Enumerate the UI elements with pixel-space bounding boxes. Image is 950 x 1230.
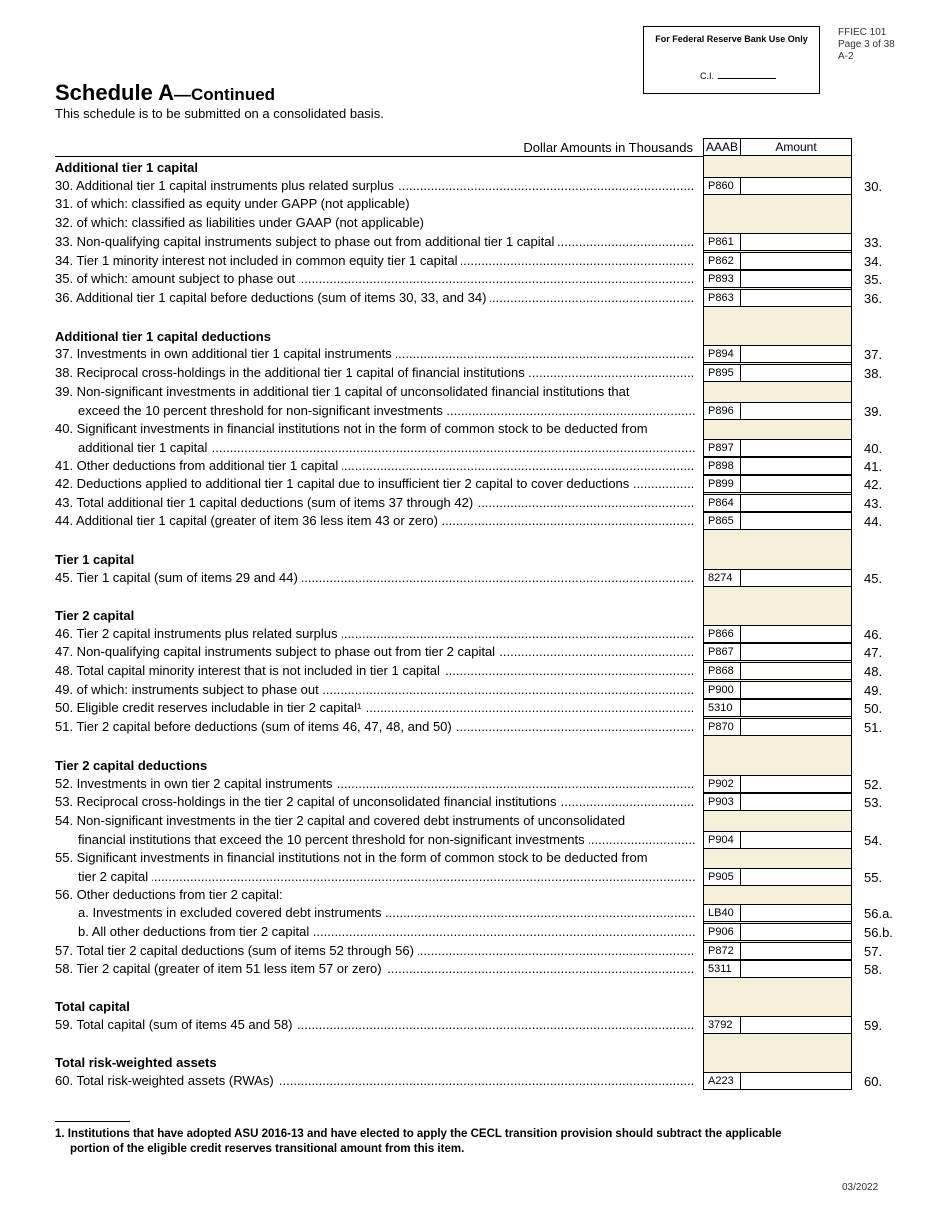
amount-entry-cell[interactable] (703, 289, 852, 307)
item-number: 47. (864, 645, 883, 660)
item-number: 42. (864, 477, 883, 492)
item-number: 56.a. (864, 906, 893, 921)
mdrm-code: P865 (704, 513, 741, 529)
mdrm-code: LB40 (704, 905, 741, 921)
mdrm-code: P905 (704, 869, 741, 885)
amount-entry-cell[interactable] (703, 402, 852, 420)
amount-input[interactable] (742, 869, 851, 885)
item-number: 40. (864, 441, 883, 456)
footnote-rule (55, 1121, 130, 1122)
amount-input[interactable] (742, 644, 851, 660)
code-column-header: AAAB (703, 138, 741, 156)
section-heading: Tier 2 capital (55, 608, 135, 623)
amount-entry-cell[interactable] (703, 960, 852, 978)
amount-entry-cell[interactable] (703, 494, 852, 512)
amount-entry-cell[interactable] (703, 512, 852, 530)
amount-input[interactable] (742, 943, 851, 959)
line-item-label: 38. Reciprocal cross-holdings in the additional tier 1 capital of financial institutions ..... (55, 364, 695, 382)
section-heading: Total risk-weighted assets (55, 1055, 217, 1070)
line-item-label: 54. Non-significant investments in the tier 2 capital and covered debt instruments of unconsolidated (55, 813, 626, 828)
item-number: 59. (864, 1018, 883, 1033)
item-number: 49. (864, 683, 883, 698)
mdrm-code: P899 (704, 476, 741, 492)
line-item-label-continued: additional tier 1 capital ..... (78, 439, 695, 457)
mdrm-code: P867 (704, 644, 741, 660)
amount-input[interactable] (742, 924, 851, 940)
line-item-label: 33. Non-qualifying capital instruments subject to phase out from additional tier 1 capital ..... (55, 233, 695, 251)
mdrm-code: P895 (704, 365, 741, 381)
line-item-label: 41. Other deductions from additional tier 1 capital ..... (55, 457, 695, 475)
page-subtitle: This schedule is to be submitted on a consolidated basis. (55, 106, 384, 121)
amount-entry-cell[interactable] (703, 718, 852, 736)
section-heading: Additional tier 1 capital deductions (55, 329, 271, 344)
amount-input[interactable] (742, 570, 851, 586)
line-item-label: 43. Total additional tier 1 capital deductions (sum of items 37 through 42) ..... (55, 494, 695, 512)
amount-entry-cell[interactable] (703, 569, 852, 587)
amount-entry-cell[interactable] (703, 439, 852, 457)
amount-input[interactable] (742, 905, 851, 921)
line-item-label: b. All other deductions from tier 2 capital ..... (78, 923, 695, 941)
line-item-label: 57. Total tier 2 capital deductions (sum of items 52 through 56) ..... (55, 942, 695, 960)
amount-input[interactable] (742, 626, 851, 642)
line-item-label: 55. Significant investments in financial institutions not in the form of common stock to be deducted from (55, 850, 648, 865)
mdrm-code: P866 (704, 626, 741, 642)
item-number: 44. (864, 514, 883, 529)
amount-entry-cell[interactable] (703, 923, 852, 941)
section-heading: Tier 2 capital deductions (55, 758, 208, 773)
item-number: 58. (864, 962, 883, 977)
units-label: Dollar Amounts in Thousands (523, 140, 693, 155)
item-number: 33. (864, 235, 883, 250)
item-number: 38. (864, 366, 883, 381)
amount-entry-cell[interactable] (703, 904, 852, 922)
item-number: 37. (864, 347, 883, 362)
amount-entry-cell[interactable] (703, 345, 852, 363)
line-item-label-continued: financial institutions that exceed the 10 percent threshold for non-significant investments ..... (78, 831, 695, 849)
amount-entry-cell[interactable] (703, 831, 852, 849)
line-item-label: 53. Reciprocal cross-holdings in the tier 2 capital of unconsolidated financial institutions ..... (55, 793, 695, 811)
amount-input[interactable] (742, 513, 851, 529)
line-item-label: 34. Tier 1 minority interest not included in common equity tier 1 capital ..... (55, 252, 695, 270)
amount-entry-cell[interactable] (703, 1016, 852, 1034)
amount-input[interactable] (742, 234, 851, 250)
item-number: 43. (864, 496, 883, 511)
line-item-label: 36. Additional tier 1 capital before deductions (sum of items 30, 33, and 34) ..... (55, 289, 695, 307)
mdrm-code: A223 (704, 1073, 741, 1089)
amount-input[interactable] (742, 776, 851, 792)
amount-input[interactable] (742, 794, 851, 810)
amount-input[interactable] (742, 961, 851, 977)
amount-entry-cell[interactable] (703, 699, 852, 717)
amount-entry-cell[interactable] (703, 868, 852, 886)
mdrm-code: 3792 (704, 1017, 741, 1033)
line-item-label: 40. Significant investments in financial institutions not in the form of common stock to be deducted from (55, 421, 648, 436)
line-item-label: 39. Non-significant investments in additional tier 1 capital of unconsolidated financial institutions that (55, 384, 630, 399)
mdrm-code: P898 (704, 458, 741, 474)
amount-input[interactable] (742, 682, 851, 698)
mdrm-code: P906 (704, 924, 741, 940)
line-item-label: 44. Additional tier 1 capital (greater of item 36 less item 43 or zero) ..... (55, 512, 695, 530)
amount-entry-cell[interactable] (703, 233, 852, 251)
frb-box-title: For Federal Reserve Bank Use Only (655, 34, 808, 44)
mdrm-code: 5311 (704, 961, 741, 977)
amount-entry-cell[interactable] (703, 942, 852, 960)
amount-entry-cell[interactable] (703, 625, 852, 643)
header-rule (55, 156, 703, 157)
amount-input[interactable] (742, 365, 851, 381)
line-item-label: 47. Non-qualifying capital instruments subject to phase out from tier 2 capital ..... (55, 643, 695, 661)
amount-input[interactable] (742, 440, 851, 456)
item-number: 34. (864, 254, 883, 269)
item-number: 48. (864, 664, 883, 679)
item-number: 36. (864, 291, 883, 306)
federal-reserve-use-box (643, 26, 820, 94)
amount-input[interactable] (742, 271, 851, 287)
mdrm-code: P896 (704, 403, 741, 419)
mdrm-code: P904 (704, 832, 741, 848)
form-identifier: FFIEC 101 Page 3 of 38 A-2 (838, 27, 895, 62)
line-item-label: 37. Investments in own additional tier 1 capital instruments ..... (55, 345, 695, 363)
item-number: 30. (864, 179, 883, 194)
line-item-label-continued: exceed the 10 percent threshold for non-significant investments ..... (78, 402, 695, 420)
amount-entry-cell[interactable] (703, 270, 852, 288)
item-number: 41. (864, 459, 883, 474)
amount-input[interactable] (742, 403, 851, 419)
section-heading: Tier 1 capital (55, 552, 135, 567)
line-item-label: 46. Tier 2 capital instruments plus related surplus ..... (55, 625, 695, 643)
line-item-label: 49. of which: instruments subject to phase out ..... (55, 681, 695, 699)
amount-entry-cell[interactable] (703, 775, 852, 793)
line-item-label: 48. Total capital minority interest that is not included in tier 1 capital ..... (55, 662, 695, 680)
amount-input[interactable] (742, 663, 851, 679)
amount-input[interactable] (742, 458, 851, 474)
item-number: 53. (864, 795, 883, 810)
item-number: 50. (864, 701, 883, 716)
line-item-label: a. Investments in excluded covered debt instruments ..... (78, 904, 695, 922)
amount-input[interactable] (742, 495, 851, 511)
mdrm-code: P861 (704, 234, 741, 250)
amount-entry-cell[interactable] (703, 457, 852, 475)
line-item-label: 31. of which: classified as equity under GAPP (not applicable) (55, 196, 410, 211)
mdrm-code: 8274 (704, 570, 741, 586)
line-item-label: 56. Other deductions from tier 2 capital: (55, 887, 283, 902)
line-item-label: 60. Total risk-weighted assets (RWAs) ..... (55, 1072, 695, 1090)
item-number: 57. (864, 944, 883, 959)
item-number: 39. (864, 404, 883, 419)
footnote: 1. Institutions that have adopted ASU 2016-13 and have elected to apply the CECL transition provision should subtract the applicable portion of the eligible credit reserves transitional amount from this item. (55, 1128, 782, 1155)
amount-column-header: Amount (741, 138, 852, 156)
amount-entry-cell[interactable] (703, 252, 852, 270)
mdrm-code: P864 (704, 495, 741, 511)
section-heading: Additional tier 1 capital (55, 160, 199, 175)
mdrm-code: P870 (704, 719, 741, 735)
item-number: 52. (864, 777, 883, 792)
amount-entry-cell[interactable] (703, 1072, 852, 1090)
amount-input[interactable] (742, 1017, 851, 1033)
mdrm-code: P900 (704, 682, 741, 698)
amount-input[interactable] (742, 253, 851, 269)
amount-entry-cell[interactable] (703, 643, 852, 661)
amount-input[interactable] (742, 290, 851, 306)
line-item-label-continued: tier 2 capital ..... (78, 868, 695, 886)
item-number: 54. (864, 833, 883, 848)
amount-entry-cell[interactable] (703, 793, 852, 811)
revision-date: 03/2022 (842, 1182, 879, 1193)
amount-input[interactable] (742, 719, 851, 735)
mdrm-code: P893 (704, 271, 741, 287)
line-item-label: 51. Tier 2 capital before deductions (sum of items 46, 47, 48, and 50) ..... (55, 718, 695, 736)
line-item-label: 30. Additional tier 1 capital instruments plus related surplus ..... (55, 177, 695, 195)
line-item-label: 32. of which: classified as liabilities under GAAP (not applicable) (55, 215, 425, 230)
mdrm-code: P860 (704, 178, 741, 194)
mdrm-code: 5310 (704, 700, 741, 716)
line-item-label: 35. of which: amount subject to phase out ..... (55, 270, 695, 288)
amount-input[interactable] (742, 700, 851, 716)
mdrm-code: P872 (704, 943, 741, 959)
amount-input[interactable] (742, 832, 851, 848)
amount-input[interactable] (742, 1073, 851, 1089)
item-number: 51. (864, 720, 883, 735)
amount-input[interactable] (742, 346, 851, 362)
amount-entry-cell[interactable] (703, 177, 852, 195)
item-number: 45. (864, 571, 883, 586)
item-number: 55. (864, 870, 883, 885)
mdrm-code: P903 (704, 794, 741, 810)
line-item-label: 50. Eligible credit reserves includable in tier 2 capital¹ ..... (55, 699, 695, 717)
mdrm-code: P862 (704, 253, 741, 269)
amount-entry-cell[interactable] (703, 364, 852, 382)
line-item-label: 42. Deductions applied to additional tier 1 capital due to insufficient tier 2 capital to cover deductions ..... (55, 475, 695, 493)
amount-entry-cell[interactable] (703, 475, 852, 493)
amount-entry-cell[interactable] (703, 662, 852, 680)
mdrm-code: P868 (704, 663, 741, 679)
line-item-label: 59. Total capital (sum of items 45 and 58) ..... (55, 1016, 695, 1034)
item-number: 56.b. (864, 925, 893, 940)
item-number: 35. (864, 272, 883, 287)
line-item-label: 45. Tier 1 capital (sum of items 29 and 44) ..... (55, 569, 695, 587)
amount-input[interactable] (742, 178, 851, 194)
line-item-label: 52. Investments in own tier 2 capital instruments ..... (55, 775, 695, 793)
mdrm-code: P894 (704, 346, 741, 362)
line-item-label: 58. Tier 2 capital (greater of item 51 less item 57 or zero) ..... (55, 960, 695, 978)
item-number: 60. (864, 1074, 883, 1089)
mdrm-code: P863 (704, 290, 741, 306)
mdrm-code: P902 (704, 776, 741, 792)
section-heading: Total capital (55, 999, 130, 1014)
ci-field: C.I. (700, 71, 776, 81)
item-number: 46. (864, 627, 883, 642)
mdrm-code: P897 (704, 440, 741, 456)
amount-input[interactable] (742, 476, 851, 492)
amount-entry-cell[interactable] (703, 681, 852, 699)
page-title: Schedule A—Continued (55, 80, 276, 105)
